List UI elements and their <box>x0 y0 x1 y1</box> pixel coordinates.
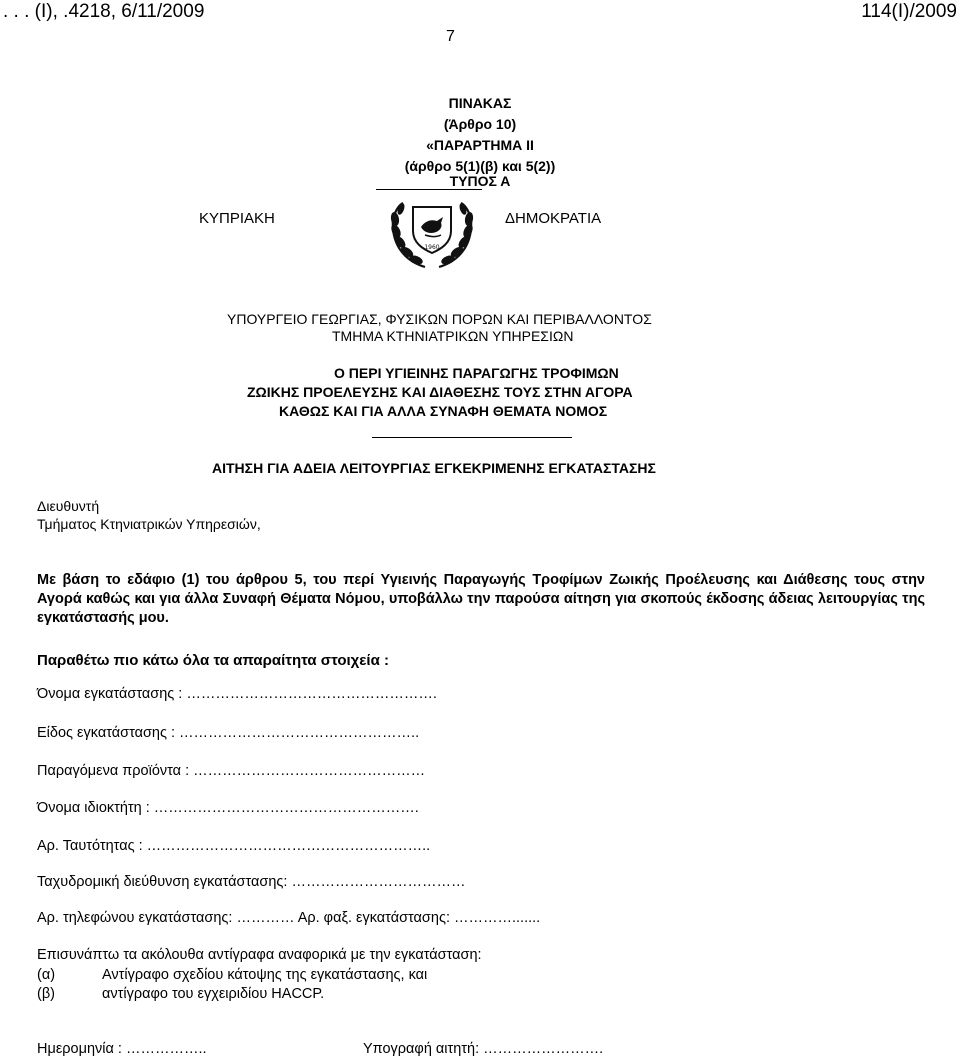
addressee-department: Τμήματος Κτηνιατρικών Υπηρεσιών, <box>37 516 261 532</box>
products-field[interactable]: Παραγόμενα προϊόντα : ………………………………………… <box>37 763 426 779</box>
svg-text:1960: 1960 <box>424 244 440 251</box>
facility-name-field[interactable]: Όνομα εγκατάστασης : ……………………………………………. <box>37 686 437 702</box>
attachment-b-label: (β) <box>37 986 55 1002</box>
law-title-line2: ΖΩΙΚΗΣ ΠΡΟΕΛΕΥΣΗΣ ΚΑΙ ΔΙΑΘΕΣΗΣ ΤΟΥΣ ΣΤΗΝ ΑΓΟΡΑ <box>247 384 633 400</box>
attachment-a-label: (α) <box>37 967 56 983</box>
law-title-underline <box>372 437 572 438</box>
department-name: ΤΜΗΜΑ ΚΤΗΝΙΑΤΡΙΚΩΝ ΥΠΗΡΕΣΙΩΝ <box>332 328 574 344</box>
id-number-field[interactable]: Αρ. Ταυτότητας : ………………………………………………….. <box>37 838 431 854</box>
gazette-reference: . . . (Ι), .4218, 6/11/2009 <box>3 1 205 22</box>
title-article: (Άρθρο 10) <box>443 116 517 132</box>
title-type: ΤΥΠΟΣ Α <box>449 173 511 189</box>
phone-fax-field[interactable]: Αρ. τηλεφώνου εγκατάστασης: ………… Αρ. φαξ. εγκατάστασης: …………....... <box>37 910 541 926</box>
signature-field[interactable]: Υπογραφή αιτητή: ……………………. <box>363 1041 604 1057</box>
law-title-line1: Ο ΠΕΡΙ ΥΓΙΕΙΝΗΣ ΠΑΡΑΓΩΓΗΣ ΤΡΟΦΙΜΩΝ <box>334 365 619 381</box>
ministry-name: ΥΠΟΥΡΓΕΙΟ ΓΕΩΡΓΙΑΣ, ΦΥΣΙΚΩΝ ΠΟΡΩΝ ΚΑΙ ΠΕΡΙΒΑΛΛΟΝΤΟΣ <box>227 311 652 327</box>
law-number: 114(Ι)/2009 <box>861 1 957 22</box>
facility-type-field[interactable]: Είδος εγκατάστασης : ………………………………………….. <box>37 725 420 741</box>
body-paragraph: Με βάση το εδάφιο (1) του άρθρου 5, του περί Υγιεινής Παραγωγής Τροφίμων Ζωικής Προέλευσης και Διάθεσης τους στην Αγορά καθώς και για άλλα Συναφή Θέματα Νόμου, υποβάλλω την παρούσα αίτηση για σκοπούς έκδοσης άδειας λειτουργίας της εγκατάστασής μου. <box>37 572 925 626</box>
intro-line: Παραθέτω πιο κάτω όλα τα απαραίτητα στοιχεία : <box>37 652 389 669</box>
page-number: 7 <box>446 28 455 45</box>
postal-address-field[interactable]: Ταχυδρομική διεύθυνση εγκατάστασης: ……………………………… <box>37 874 466 890</box>
addressee-title: Διευθυντή <box>37 498 100 514</box>
title-annex: «ΠΑΡΑΡΤΗΜΑ ΙΙ <box>426 137 534 153</box>
owner-name-field[interactable]: Όνομα ιδιοκτήτη : ………………………………………………. <box>37 800 419 816</box>
title-underline <box>376 189 482 190</box>
state-right: ΔΗΜΟΚΡΑΤΙΑ <box>505 210 602 227</box>
title-article-ref: (άρθρο 5(1)(β) και 5(2)) <box>404 158 556 174</box>
date-field[interactable]: Ημερομηνία : …………….. <box>37 1041 207 1057</box>
state-left: ΚΥΠΡΙΑΚΗ <box>199 210 275 227</box>
law-title-line3: ΚΑΘΩΣ ΚΑΙ ΓΙΑ ΑΛΛΑ ΣΥΝΑΦΗ ΘΕΜΑΤΑ ΝΟΜΟΣ <box>279 403 608 419</box>
application-title: ΑΙΤΗΣΗ ΓΙΑ ΑΔΕΙΑ ΛΕΙΤΟΥΡΓΙΑΣ ΕΓΚΕΚΡΙΜΕΝΗΣ ΕΓΚΑΤΑΣΤΑΣΗΣ <box>212 460 656 476</box>
cyprus-coat-of-arms-icon <box>385 197 479 271</box>
attachment-a-text: Αντίγραφο σχεδίου κάτοψης της εγκατάστασης, και <box>102 967 428 983</box>
title-pinakas: ΠΙΝΑΚΑΣ <box>448 95 512 111</box>
attachment-b-text: αντίγραφο του εγχειριδίου HACCP. <box>102 986 325 1002</box>
attachments-intro: Επισυνάπτω τα ακόλουθα αντίγραφα αναφορικά με την εγκατάσταση: <box>37 947 482 963</box>
